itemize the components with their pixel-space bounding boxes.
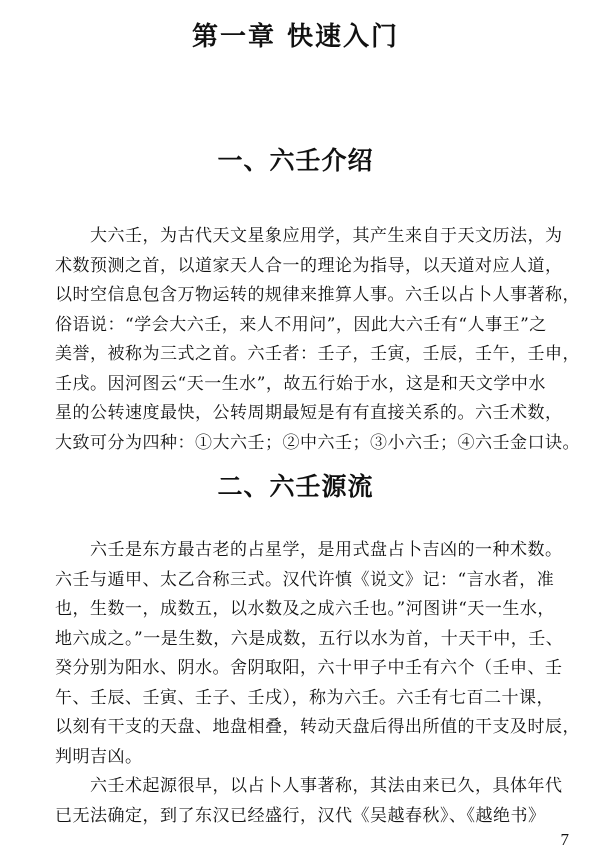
section-title-liuren-intro: 一、六壬介绍 (217, 146, 374, 175)
body-line: 也，生数一，成数五，以水数及之成六壬也。”河图讲“天一生水， (55, 599, 555, 619)
chapter-title: 第一章 快速入门 (191, 22, 400, 52)
body-line: 地六成之。”一是生数，六是成数，五行以水为首，十天干中，壬、 (55, 628, 564, 649)
body-line: 大六壬，为古代天文星象应用学，其产生来自于天文历法，为 (55, 226, 563, 246)
body-line: 美誉，被称为三式之首。六壬者：壬子，壬寅，壬辰，壬午，壬申， (55, 344, 580, 364)
body-line: 俗语说：“学会大六壬，来人不用问”，因此大六壬有“人事王”之 (55, 314, 547, 335)
body-line: 大致可分为四种：①大六壬；②中六壬；③小六壬；④六壬金口诀。 (55, 432, 580, 453)
section-body-liuren-origin (55, 536, 580, 831)
body-line: 午、壬辰、壬寅、壬子、壬戌），称为六壬。六壬有七百二十课， (55, 687, 554, 708)
body-line: 以刻有干支的天盘、地盘相叠，转动天盘后得出所值的干支及时辰， (55, 717, 580, 737)
body-line: 星的公转速度最快，公转周期最短是有有直接关系的。六壬术数， (55, 403, 563, 423)
body-line: 六壬术起源很早，以占卜人事著称，其法由来已久，具体年代 (55, 776, 563, 796)
section-title-liuren-origin: 二、六壬源流 (217, 472, 374, 501)
body-line: 六壬与遁甲、太乙合称三式。汉代许慎《说文》记：“言水者，准 (55, 569, 555, 590)
body-line: 术数预测之首，以道家天人合一的理论为指导，以天道对应人道， (55, 255, 563, 276)
body-line: 癸分别为阳水、阴水。舍阴取阳，六十甲子中壬有六个（壬申、壬 (55, 658, 563, 678)
page-number: 7 (560, 830, 569, 849)
body-line: 判明吉凶。 (55, 746, 143, 767)
body-line: 已无法确定，到了东汉已经盛行，汉代《吴越春秋》、《越绝书》 (55, 805, 546, 826)
body-line: 以时空信息包含万物运转的规律来推算人事。六壬以占卜人事著称， (55, 285, 580, 305)
section-body-liuren-intro (55, 222, 580, 458)
body-line: 壬戌。因河图云“天一生水”，故五行始于水，这是和天文学中水 (55, 373, 546, 394)
body-line: 六壬是东方最古老的占星学，是用式盘占卜吉凶的一种术数。 (55, 540, 563, 560)
